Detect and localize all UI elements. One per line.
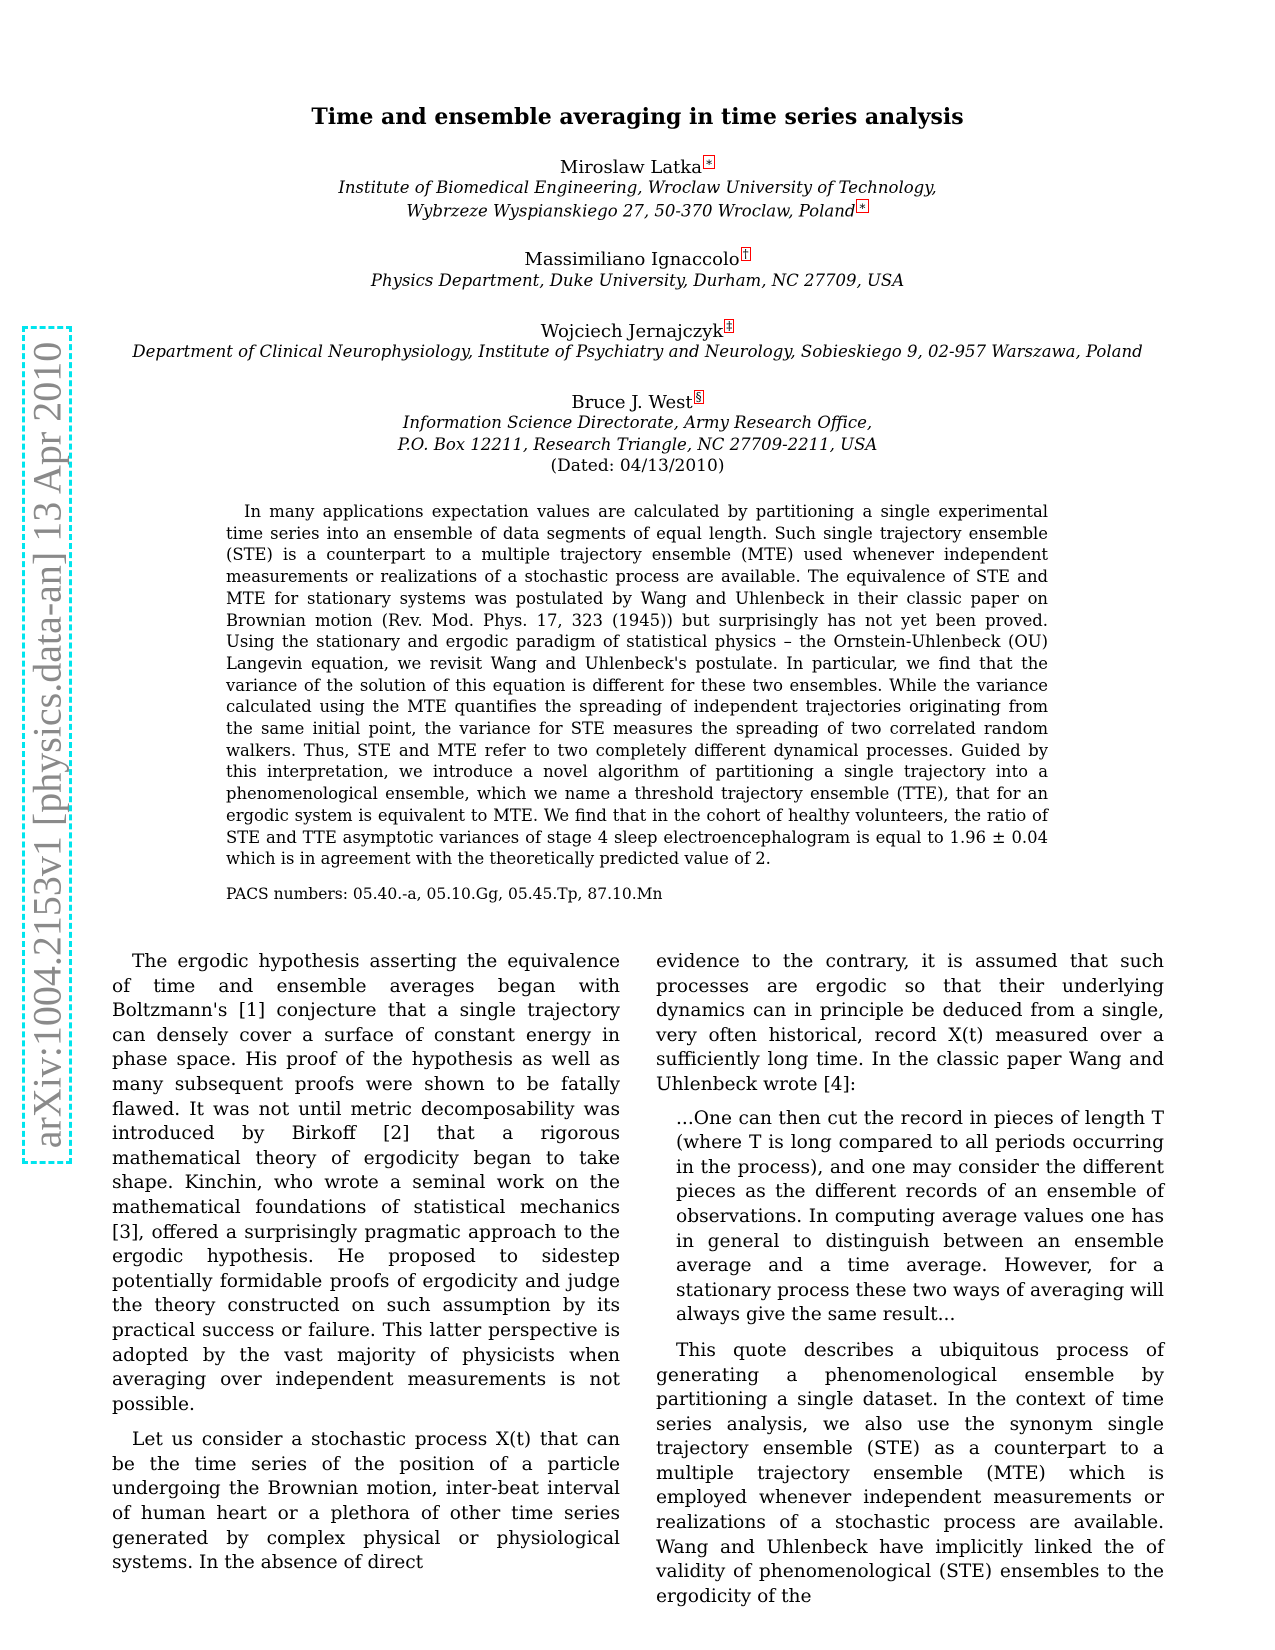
- affiliation-1-line-1: Institute of Biomedical Engineering, Wroclaw University of Technology,: [338, 178, 937, 197]
- author-3: [0, 319, 1275, 342]
- arxiv-identifier: arXiv:1004.2153v1 [physics.data-an] 13 Apr 2010: [24, 341, 70, 1149]
- author-name: Wojciech Jernajczyk: [540, 321, 724, 342]
- paper-title: Time and ensemble averaging in time series analysis: [311, 104, 964, 130]
- author-name: Massimiliano Ignaccolo: [524, 249, 740, 270]
- affiliation-3-line-1: Department of Clinical Neurophysiology, Institute of Psychiatry and Neurology, Sobieskiego 9, 02-957 Warszawa, Poland: [132, 342, 1143, 361]
- body-paragraph: Let us consider a stochastic process X(t) that can be the time series of the position of a particle undergoing the Brownian motion, inter-beat interval of human heart or a plethora of other time series generated by complex physical or physiological systems. In the absence of direct: [112, 1429, 620, 1574]
- footnote-link[interactable]: ∗: [858, 199, 867, 213]
- body-paragraph: This quote describes a ubiquitous process of generating a phenomenological ensemble by partitioning a single dataset. In the context of time series analysis, we also use the synonym single trajectory ensemble (STE) as a counterpart to a multiple trajectory ensemble (MTE) which is employed whenever independent measurements or realizations of a stochastic process are available. Wang and Uhlenbeck have implicitly linked the of validity of phenomenological (STE) ensembles to the ergodicity of the: [656, 1339, 1164, 1607]
- pacs-numbers: PACS numbers: 05.40.-a, 05.10.Gg, 05.45.Tp, 87.10.Mn: [226, 885, 663, 903]
- affiliation-2-line-1: Physics Department, Duke University, Durham, NC 27709, USA: [370, 271, 905, 290]
- body-paragraph: The ergodic hypothesis asserting the equivalence of time and ensemble averages began with Boltzmann's [1] conjecture that a single trajectory can densely cover a surface of constant energy in phase space. His proof of the hypothesis as well as many subsequent proofs were shown to be fatally flawed. It was not until metric decomposability was introduced by Birkoff [2] that a rigorous mathematical theory of ergodicity began to take shape. Kinchin, who wrote a seminal work on the mathematical foundations of statistical mechanics [3], offered a surprisingly pragmatic approach to the ergodic hypothesis. He proposed to sidestep potentially formidable proofs of ergodicity and judge the theory constructed on such assumption by its practical success or failure. This latter perspective is adopted by the vast majority of physicists when averaging over independent measurements is not possible.: [112, 951, 620, 1415]
- affiliation-4-line-2: P.O. Box 12211, Research Triangle, NC 27709-2211, USA: [397, 435, 878, 454]
- author-name: Miroslaw Latka: [559, 157, 702, 178]
- dated-line: (Dated: 04/13/2010): [550, 456, 725, 476]
- block-quote: ...One can then cut the record in pieces of length T (where T is long compared to all periods occurring in the process), and one may consider the different pieces as the different records of an ensemble of observations. In computing average values one has in general to distinguish between an ensemble average and a time average. However, for a stationary process these two ways of averaging will always give the same result...: [676, 1107, 1164, 1326]
- footnote-link[interactable]: §: [695, 390, 702, 404]
- body-paragraph-continuation: evidence to the contrary, it is assumed that such processes are ergodic so that their underlying dynamics can in principle be deduced from a single, very often historical, record X(t) measured over a sufficiently long time. In the classic paper Wang and Uhlenbeck wrote [4]:: [656, 951, 1164, 1095]
- author-4: [0, 390, 1275, 413]
- affiliation-4-line-1: Information Science Directorate, Army Research Office,: [402, 413, 873, 432]
- author-name: Bruce J. West: [571, 392, 693, 413]
- abstract: In many applications expectation values are calculated by partitioning a single experimental time series into an ensemble of data segments of equal length. Such single trajectory ensemble (STE) is a counterpart to a multiple trajectory ensemble (MTE) used whenever independent measurements or realizations of a stochastic process are available. The equivalence of STE and MTE for stationary systems was postulated by Wang and Uhlenbeck in their classic paper on Brownian motion (Rev. Mod. Phys. 17, 323 (1945)) but surprisingly has not yet been proved. Using the stationary and ergodic paradigm of statistical physics – the Ornstein-Uhlenbeck (OU) Langevin equation, we revisit Wang and Uhlenbeck's postulate. In particular, we find that the variance of the solution of this equation is different for these two ensembles. While the variance calculated using the MTE quantifies the spreading of independent trajectories originating from the same initial point, the variance for STE measures the spreading of two correlated random walkers. Thus, STE and MTE refer to two completely different dynamical processes. Guided by this interpretation, we introduce a novel algorithm of partitioning a single trajectory into a phenomenological ensemble, which we name a threshold trajectory ensemble (TTE), that for an ergodic system is equivalent to MTE. We find that in the cohort of healthy volunteers, the ratio of STE and TTE asymptotic variances of stage 4 sleep electroencephalogram is equal to 1.96 ± 0.04 which is in agreement with the theoretically predicted value of 2.: [226, 502, 1048, 869]
- author-2: [0, 247, 1275, 270]
- footnote-link[interactable]: ∗: [704, 155, 714, 169]
- author-1: [0, 155, 1275, 178]
- body-column-left: [112, 950, 620, 1576]
- footnote-link[interactable]: †: [742, 247, 749, 261]
- affiliation-1-line-2: [0, 199, 1275, 221]
- body-column-right: [656, 950, 1164, 1609]
- affiliation-text: Wybrzeze Wyspianskiego 27, 50-370 Wroclaw, Poland: [406, 201, 856, 221]
- footnote-link[interactable]: ‡: [726, 319, 733, 333]
